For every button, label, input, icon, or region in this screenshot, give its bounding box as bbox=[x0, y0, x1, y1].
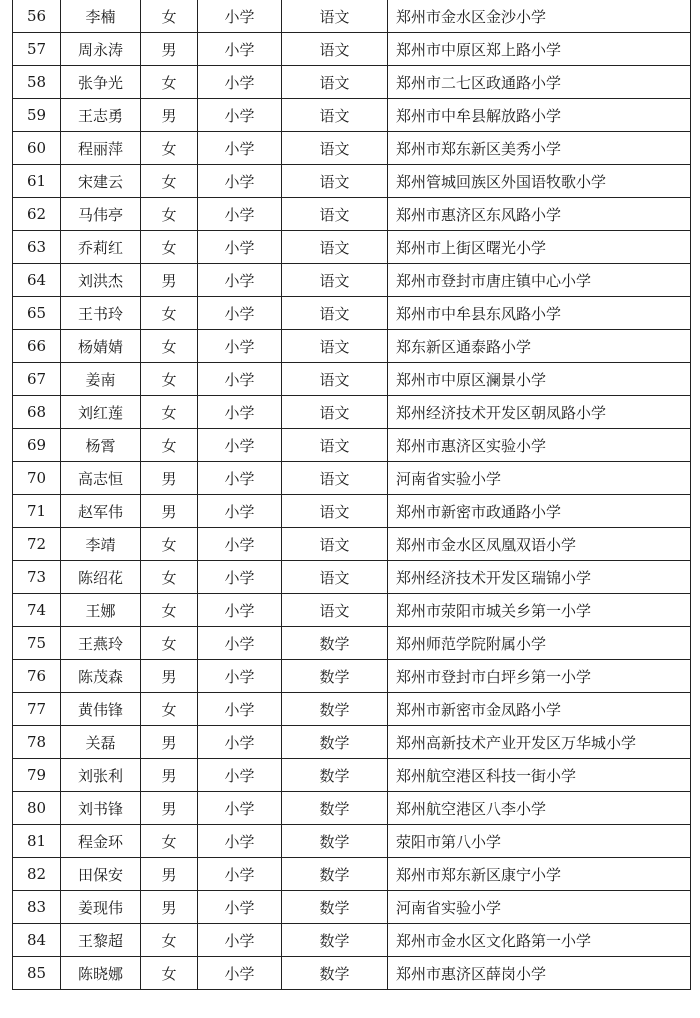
row-number-cell: 84 bbox=[13, 924, 61, 957]
school-name-cell: 郑州管城回族区外国语牧歌小学 bbox=[388, 165, 691, 198]
school-name-cell: 郑州市郑东新区美秀小学 bbox=[388, 132, 691, 165]
table-row bbox=[13, 330, 691, 363]
school-name-cell: 郑东新区通泰路小学 bbox=[388, 330, 691, 363]
table-row bbox=[13, 528, 691, 561]
table-row bbox=[13, 33, 691, 66]
table-row bbox=[13, 891, 691, 924]
table-row bbox=[13, 99, 691, 132]
school-stage-cell: 小学 bbox=[198, 0, 282, 33]
subject-cell: 语文 bbox=[282, 495, 388, 528]
table-row bbox=[13, 594, 691, 627]
school-name-cell: 郑州师范学院附属小学 bbox=[388, 627, 691, 660]
subject-cell: 数学 bbox=[282, 957, 388, 990]
teacher-name-cell: 姜南 bbox=[61, 363, 141, 396]
school-stage-cell: 小学 bbox=[198, 792, 282, 825]
row-number-cell: 77 bbox=[13, 693, 61, 726]
school-stage-cell: 小学 bbox=[198, 660, 282, 693]
subject-cell: 语文 bbox=[282, 396, 388, 429]
school-name-cell: 郑州经济技术开发区朝凤路小学 bbox=[388, 396, 691, 429]
teacher-name-cell: 杨霄 bbox=[61, 429, 141, 462]
school-stage-cell: 小学 bbox=[198, 264, 282, 297]
teacher-name-cell: 周永涛 bbox=[61, 33, 141, 66]
school-name-cell: 郑州市登封市白坪乡第一小学 bbox=[388, 660, 691, 693]
subject-cell: 语文 bbox=[282, 264, 388, 297]
teacher-name-cell: 陈绍花 bbox=[61, 561, 141, 594]
school-name-cell: 郑州市郑东新区康宁小学 bbox=[388, 858, 691, 891]
row-number-cell: 83 bbox=[13, 891, 61, 924]
subject-cell: 语文 bbox=[282, 330, 388, 363]
subject-cell: 语文 bbox=[282, 528, 388, 561]
school-name-cell: 郑州市金水区金沙小学 bbox=[388, 0, 691, 33]
subject-cell: 数学 bbox=[282, 924, 388, 957]
teacher-name-cell: 田保安 bbox=[61, 858, 141, 891]
row-number-cell: 74 bbox=[13, 594, 61, 627]
row-number-cell: 58 bbox=[13, 66, 61, 99]
gender-cell: 男 bbox=[141, 858, 198, 891]
gender-cell: 女 bbox=[141, 330, 198, 363]
gender-cell: 男 bbox=[141, 264, 198, 297]
teacher-name-cell: 王燕玲 bbox=[61, 627, 141, 660]
teacher-name-cell: 张争光 bbox=[61, 66, 141, 99]
row-number-cell: 67 bbox=[13, 363, 61, 396]
table-row bbox=[13, 132, 691, 165]
school-name-cell: 郑州市荥阳市城关乡第一小学 bbox=[388, 594, 691, 627]
gender-cell: 女 bbox=[141, 363, 198, 396]
school-name-cell: 郑州航空港区八李小学 bbox=[388, 792, 691, 825]
subject-cell: 语文 bbox=[282, 33, 388, 66]
table-row bbox=[13, 264, 691, 297]
school-name-cell: 郑州市中原区澜景小学 bbox=[388, 363, 691, 396]
subject-cell: 语文 bbox=[282, 231, 388, 264]
school-name-cell: 郑州市中原区郑上路小学 bbox=[388, 33, 691, 66]
school-stage-cell: 小学 bbox=[198, 99, 282, 132]
gender-cell: 女 bbox=[141, 594, 198, 627]
school-name-cell: 郑州航空港区科技一街小学 bbox=[388, 759, 691, 792]
subject-cell: 语文 bbox=[282, 132, 388, 165]
teacher-name-cell: 姜现伟 bbox=[61, 891, 141, 924]
teacher-name-cell: 刘张利 bbox=[61, 759, 141, 792]
row-number-cell: 69 bbox=[13, 429, 61, 462]
gender-cell: 女 bbox=[141, 627, 198, 660]
gender-cell: 女 bbox=[141, 924, 198, 957]
school-stage-cell: 小学 bbox=[198, 726, 282, 759]
gender-cell: 女 bbox=[141, 825, 198, 858]
teacher-name-cell: 王娜 bbox=[61, 594, 141, 627]
school-name-cell: 郑州市新密市金凤路小学 bbox=[388, 693, 691, 726]
row-number-cell: 59 bbox=[13, 99, 61, 132]
school-name-cell: 郑州市金水区文化路第一小学 bbox=[388, 924, 691, 957]
teacher-name-cell: 高志恒 bbox=[61, 462, 141, 495]
gender-cell: 女 bbox=[141, 165, 198, 198]
teacher-name-cell: 程金环 bbox=[61, 825, 141, 858]
table-row bbox=[13, 726, 691, 759]
row-number-cell: 73 bbox=[13, 561, 61, 594]
subject-cell: 语文 bbox=[282, 429, 388, 462]
subject-cell: 语文 bbox=[282, 198, 388, 231]
school-stage-cell: 小学 bbox=[198, 627, 282, 660]
row-number-cell: 61 bbox=[13, 165, 61, 198]
school-stage-cell: 小学 bbox=[198, 495, 282, 528]
school-stage-cell: 小学 bbox=[198, 462, 282, 495]
subject-cell: 数学 bbox=[282, 759, 388, 792]
school-stage-cell: 小学 bbox=[198, 429, 282, 462]
teacher-name-cell: 宋建云 bbox=[61, 165, 141, 198]
school-name-cell: 郑州市二七区政通路小学 bbox=[388, 66, 691, 99]
table-row bbox=[13, 825, 691, 858]
school-stage-cell: 小学 bbox=[198, 858, 282, 891]
teacher-name-cell: 李靖 bbox=[61, 528, 141, 561]
teacher-name-cell: 马伟亭 bbox=[61, 198, 141, 231]
row-number-cell: 81 bbox=[13, 825, 61, 858]
school-stage-cell: 小学 bbox=[198, 561, 282, 594]
row-number-cell: 66 bbox=[13, 330, 61, 363]
school-stage-cell: 小学 bbox=[198, 363, 282, 396]
school-name-cell: 郑州市惠济区薛岗小学 bbox=[388, 957, 691, 990]
school-stage-cell: 小学 bbox=[198, 330, 282, 363]
table-row bbox=[13, 495, 691, 528]
row-number-cell: 72 bbox=[13, 528, 61, 561]
table-row bbox=[13, 231, 691, 264]
school-name-cell: 河南省实验小学 bbox=[388, 462, 691, 495]
table-row bbox=[13, 957, 691, 990]
gender-cell: 男 bbox=[141, 33, 198, 66]
teacher-name-cell: 陈晓娜 bbox=[61, 957, 141, 990]
school-name-cell: 郑州市惠济区实验小学 bbox=[388, 429, 691, 462]
table-row bbox=[13, 66, 691, 99]
gender-cell: 女 bbox=[141, 429, 198, 462]
gender-cell: 女 bbox=[141, 693, 198, 726]
table-row bbox=[13, 924, 691, 957]
table-row bbox=[13, 396, 691, 429]
gender-cell: 女 bbox=[141, 132, 198, 165]
subject-cell: 数学 bbox=[282, 693, 388, 726]
table-row bbox=[13, 693, 691, 726]
table-row bbox=[13, 462, 691, 495]
teacher-name-cell: 乔莉红 bbox=[61, 231, 141, 264]
subject-cell: 语文 bbox=[282, 99, 388, 132]
school-name-cell: 郑州市金水区凤凰双语小学 bbox=[388, 528, 691, 561]
school-name-cell: 河南省实验小学 bbox=[388, 891, 691, 924]
row-number-cell: 71 bbox=[13, 495, 61, 528]
school-stage-cell: 小学 bbox=[198, 924, 282, 957]
roster-sheet bbox=[12, 0, 690, 990]
school-name-cell: 郑州市登封市唐庄镇中心小学 bbox=[388, 264, 691, 297]
gender-cell: 男 bbox=[141, 99, 198, 132]
table-row bbox=[13, 363, 691, 396]
teacher-name-cell: 王书玲 bbox=[61, 297, 141, 330]
subject-cell: 语文 bbox=[282, 66, 388, 99]
table-row bbox=[13, 759, 691, 792]
school-name-cell: 郑州高新技术产业开发区万华城小学 bbox=[388, 726, 691, 759]
teacher-name-cell: 关磊 bbox=[61, 726, 141, 759]
subject-cell: 语文 bbox=[282, 297, 388, 330]
school-stage-cell: 小学 bbox=[198, 198, 282, 231]
teacher-name-cell: 刘洪杰 bbox=[61, 264, 141, 297]
subject-cell: 数学 bbox=[282, 825, 388, 858]
school-stage-cell: 小学 bbox=[198, 66, 282, 99]
teacher-name-cell: 陈茂森 bbox=[61, 660, 141, 693]
gender-cell: 男 bbox=[141, 891, 198, 924]
table-row bbox=[13, 858, 691, 891]
gender-cell: 男 bbox=[141, 726, 198, 759]
table-row bbox=[13, 627, 691, 660]
gender-cell: 女 bbox=[141, 0, 198, 33]
school-name-cell: 郑州市中牟县东风路小学 bbox=[388, 297, 691, 330]
row-number-cell: 57 bbox=[13, 33, 61, 66]
row-number-cell: 85 bbox=[13, 957, 61, 990]
teacher-name-cell: 刘红莲 bbox=[61, 396, 141, 429]
school-stage-cell: 小学 bbox=[198, 528, 282, 561]
school-name-cell: 郑州经济技术开发区瑞锦小学 bbox=[388, 561, 691, 594]
teacher-name-cell: 王黎超 bbox=[61, 924, 141, 957]
subject-cell: 数学 bbox=[282, 858, 388, 891]
table-row bbox=[13, 561, 691, 594]
school-stage-cell: 小学 bbox=[198, 396, 282, 429]
school-stage-cell: 小学 bbox=[198, 132, 282, 165]
subject-cell: 数学 bbox=[282, 792, 388, 825]
row-number-cell: 78 bbox=[13, 726, 61, 759]
subject-cell: 语文 bbox=[282, 0, 388, 33]
gender-cell: 女 bbox=[141, 561, 198, 594]
row-number-cell: 63 bbox=[13, 231, 61, 264]
teacher-name-cell: 王志勇 bbox=[61, 99, 141, 132]
table-row bbox=[13, 198, 691, 231]
school-stage-cell: 小学 bbox=[198, 33, 282, 66]
gender-cell: 男 bbox=[141, 660, 198, 693]
table-row bbox=[13, 660, 691, 693]
row-number-cell: 79 bbox=[13, 759, 61, 792]
gender-cell: 男 bbox=[141, 495, 198, 528]
row-number-cell: 82 bbox=[13, 858, 61, 891]
subject-cell: 语文 bbox=[282, 594, 388, 627]
row-number-cell: 75 bbox=[13, 627, 61, 660]
teacher-name-cell: 李楠 bbox=[61, 0, 141, 33]
school-name-cell: 郑州市上街区曙光小学 bbox=[388, 231, 691, 264]
teacher-name-cell: 黄伟锋 bbox=[61, 693, 141, 726]
school-stage-cell: 小学 bbox=[198, 165, 282, 198]
school-stage-cell: 小学 bbox=[198, 693, 282, 726]
gender-cell: 男 bbox=[141, 759, 198, 792]
table-row bbox=[13, 0, 691, 33]
school-name-cell: 郑州市惠济区东风路小学 bbox=[388, 198, 691, 231]
teacher-name-cell: 刘书锋 bbox=[61, 792, 141, 825]
teacher-name-cell: 赵军伟 bbox=[61, 495, 141, 528]
teacher-name-cell: 程丽萍 bbox=[61, 132, 141, 165]
table-row bbox=[13, 429, 691, 462]
gender-cell: 女 bbox=[141, 396, 198, 429]
gender-cell: 女 bbox=[141, 231, 198, 264]
school-stage-cell: 小学 bbox=[198, 594, 282, 627]
row-number-cell: 68 bbox=[13, 396, 61, 429]
subject-cell: 数学 bbox=[282, 660, 388, 693]
school-stage-cell: 小学 bbox=[198, 957, 282, 990]
gender-cell: 男 bbox=[141, 462, 198, 495]
gender-cell: 女 bbox=[141, 528, 198, 561]
school-name-cell: 郑州市新密市政通路小学 bbox=[388, 495, 691, 528]
subject-cell: 语文 bbox=[282, 462, 388, 495]
school-stage-cell: 小学 bbox=[198, 759, 282, 792]
teacher-name-cell: 杨婧婧 bbox=[61, 330, 141, 363]
gender-cell: 女 bbox=[141, 297, 198, 330]
table-row bbox=[13, 297, 691, 330]
row-number-cell: 62 bbox=[13, 198, 61, 231]
school-stage-cell: 小学 bbox=[198, 891, 282, 924]
row-number-cell: 65 bbox=[13, 297, 61, 330]
school-stage-cell: 小学 bbox=[198, 297, 282, 330]
table-row bbox=[13, 792, 691, 825]
row-number-cell: 56 bbox=[13, 0, 61, 33]
subject-cell: 语文 bbox=[282, 363, 388, 396]
subject-cell: 语文 bbox=[282, 165, 388, 198]
school-stage-cell: 小学 bbox=[198, 231, 282, 264]
row-number-cell: 70 bbox=[13, 462, 61, 495]
gender-cell: 男 bbox=[141, 792, 198, 825]
row-number-cell: 80 bbox=[13, 792, 61, 825]
row-number-cell: 60 bbox=[13, 132, 61, 165]
roster-table bbox=[12, 0, 691, 990]
school-name-cell: 荥阳市第八小学 bbox=[388, 825, 691, 858]
roster-table-body bbox=[13, 0, 691, 990]
row-number-cell: 64 bbox=[13, 264, 61, 297]
gender-cell: 女 bbox=[141, 957, 198, 990]
gender-cell: 女 bbox=[141, 198, 198, 231]
subject-cell: 数学 bbox=[282, 726, 388, 759]
subject-cell: 数学 bbox=[282, 891, 388, 924]
table-row bbox=[13, 165, 691, 198]
row-number-cell: 76 bbox=[13, 660, 61, 693]
subject-cell: 语文 bbox=[282, 561, 388, 594]
school-stage-cell: 小学 bbox=[198, 825, 282, 858]
subject-cell: 数学 bbox=[282, 627, 388, 660]
school-name-cell: 郑州市中牟县解放路小学 bbox=[388, 99, 691, 132]
gender-cell: 女 bbox=[141, 66, 198, 99]
